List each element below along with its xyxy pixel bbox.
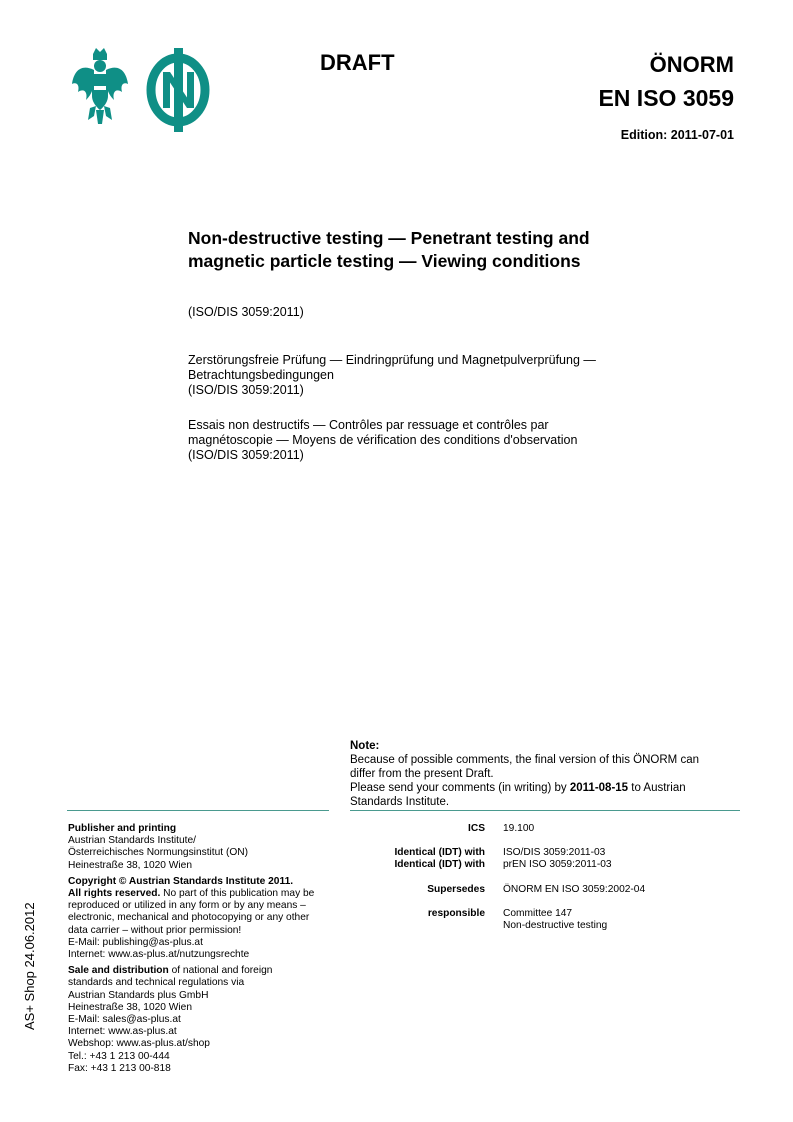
supersedes-value: ÖNORM EN ISO 3059:2002-04 bbox=[503, 883, 646, 895]
austrian-eagle-icon bbox=[72, 48, 128, 124]
copyright-block bbox=[68, 876, 330, 961]
rights-text-2: reproduced or utilized in any form or by any means – bbox=[68, 900, 306, 912]
ics-row bbox=[350, 823, 740, 835]
ics-label: ICS bbox=[468, 823, 485, 834]
title-line-2: magnetic particle testing — Viewing conditions bbox=[188, 251, 581, 271]
rights-text-4: data carrier – without prior permission! bbox=[68, 924, 242, 936]
ics-value: 19.100 bbox=[503, 823, 535, 834]
french-title-line-1: Essais non destructifs — Contrôles par ressuage et contrôles par bbox=[188, 418, 549, 432]
norm-label: ÖNORM bbox=[649, 52, 734, 77]
rights-heading: All rights reserved. bbox=[68, 888, 161, 900]
edition-date: Edition: 2011-07-01 bbox=[620, 128, 734, 142]
webshop-link: Webshop: www.as-plus.at/shop bbox=[68, 1038, 210, 1050]
divider-left bbox=[67, 810, 329, 811]
title-reference: (ISO/DIS 3059:2011) bbox=[188, 305, 304, 319]
idt-row-1 bbox=[350, 847, 740, 859]
responsible-value bbox=[503, 908, 740, 932]
idt-label-1: Identical (IDT) with bbox=[394, 847, 485, 859]
sales-internet: Internet: www.as-plus.at bbox=[68, 1026, 177, 1038]
german-title bbox=[188, 353, 668, 398]
sales-tel: Tel.: +43 1 213 00-444 bbox=[68, 1050, 170, 1062]
responsible-value-1: Committee 147 bbox=[503, 907, 573, 919]
publisher-info bbox=[68, 823, 330, 1079]
sales-email: E-Mail: sales@as-plus.at bbox=[68, 1014, 181, 1026]
sales-text-4: Heinestraße 38, 1020 Wien bbox=[68, 1001, 193, 1013]
draft-label: DRAFT bbox=[320, 50, 395, 75]
divider-right bbox=[350, 810, 740, 811]
publisher-heading: Publisher and printing bbox=[68, 823, 177, 834]
responsible-value-2: Non-destructive testing bbox=[503, 920, 608, 932]
document-title bbox=[188, 227, 658, 273]
header-logos bbox=[66, 44, 216, 134]
rights-internet: Internet: www.as-plus.at/nutzungsrechte bbox=[68, 949, 250, 961]
idt-row-2 bbox=[350, 859, 740, 871]
title-line-1: Non-destructive testing — Penetrant testing and bbox=[188, 228, 590, 248]
sales-block bbox=[68, 965, 330, 1075]
note-line-3 bbox=[350, 781, 740, 795]
german-title-ref: (ISO/DIS 3059:2011) bbox=[188, 383, 304, 397]
sales-text-3: Austrian Standards plus GmbH bbox=[68, 989, 209, 1001]
on-logo-icon bbox=[151, 48, 205, 132]
publisher-line-3: Heinestraße 38, 1020 Wien bbox=[68, 859, 193, 871]
note-line-2: differ from the present Draft. bbox=[350, 768, 494, 780]
french-title-ref: (ISO/DIS 3059:2011) bbox=[188, 448, 304, 462]
publisher-line-1: Austrian Standards Institute/ bbox=[68, 835, 196, 847]
rights-text-1: No part of this publication may be bbox=[160, 888, 315, 900]
note-line-3-pre: Please send your comments (in writing) by bbox=[350, 782, 570, 794]
publishing-email: E-Mail: publishing@as-plus.at bbox=[68, 936, 203, 948]
side-stamp: AS+ Shop 24.06.2012 bbox=[22, 902, 37, 1030]
note-line-3-post: to Austrian bbox=[628, 782, 686, 794]
comment-deadline: 2011-08-15 bbox=[569, 782, 629, 794]
french-title bbox=[188, 418, 668, 463]
publisher-block bbox=[68, 823, 330, 872]
sales-text-2: standards and technical regulations via bbox=[68, 977, 245, 989]
sales-heading: Sale and distribution bbox=[68, 965, 169, 977]
sales-text-1: of national and foreign bbox=[168, 965, 273, 977]
supersedes-row bbox=[350, 884, 740, 896]
note-line-1: Because of possible comments, the final version of this ÖNORM can bbox=[350, 754, 699, 766]
rights-text-3: electronic, mechanical and photocopying or any other bbox=[68, 912, 310, 924]
responsible-label: responsible bbox=[427, 907, 485, 919]
idt-value-2: prEN ISO 3059:2011-03 bbox=[503, 859, 612, 871]
german-title-line-2: Betrachtungsbedingungen bbox=[188, 368, 334, 382]
standard-metadata bbox=[350, 823, 740, 932]
german-title-line-1: Zerstörungsfreie Prüfung — Eindringprüfung und Magnetpulverprüfung — bbox=[188, 353, 596, 367]
comment-note bbox=[350, 739, 740, 809]
sales-fax: Fax: +43 1 213 00-818 bbox=[68, 1062, 171, 1074]
note-heading: Note: bbox=[350, 740, 380, 752]
supersedes-label: Supersedes bbox=[427, 883, 485, 895]
french-title-line-2: magnétoscopie — Moyens de vérification des conditions d'observation bbox=[188, 433, 578, 447]
idt-label-2: Identical (IDT) with bbox=[394, 859, 485, 871]
logo-graphics bbox=[66, 44, 216, 134]
norm-number: EN ISO 3059 bbox=[598, 85, 734, 111]
responsible-row bbox=[350, 908, 740, 932]
publisher-line-2: Österreichisches Normungsinstitut (ON) bbox=[68, 847, 249, 859]
copyright-line: Copyright © Austrian Standards Institute 2011. bbox=[68, 875, 294, 887]
note-line-4: Standards Institute. bbox=[350, 796, 450, 808]
idt-value-1: ISO/DIS 3059:2011-03 bbox=[503, 847, 606, 859]
